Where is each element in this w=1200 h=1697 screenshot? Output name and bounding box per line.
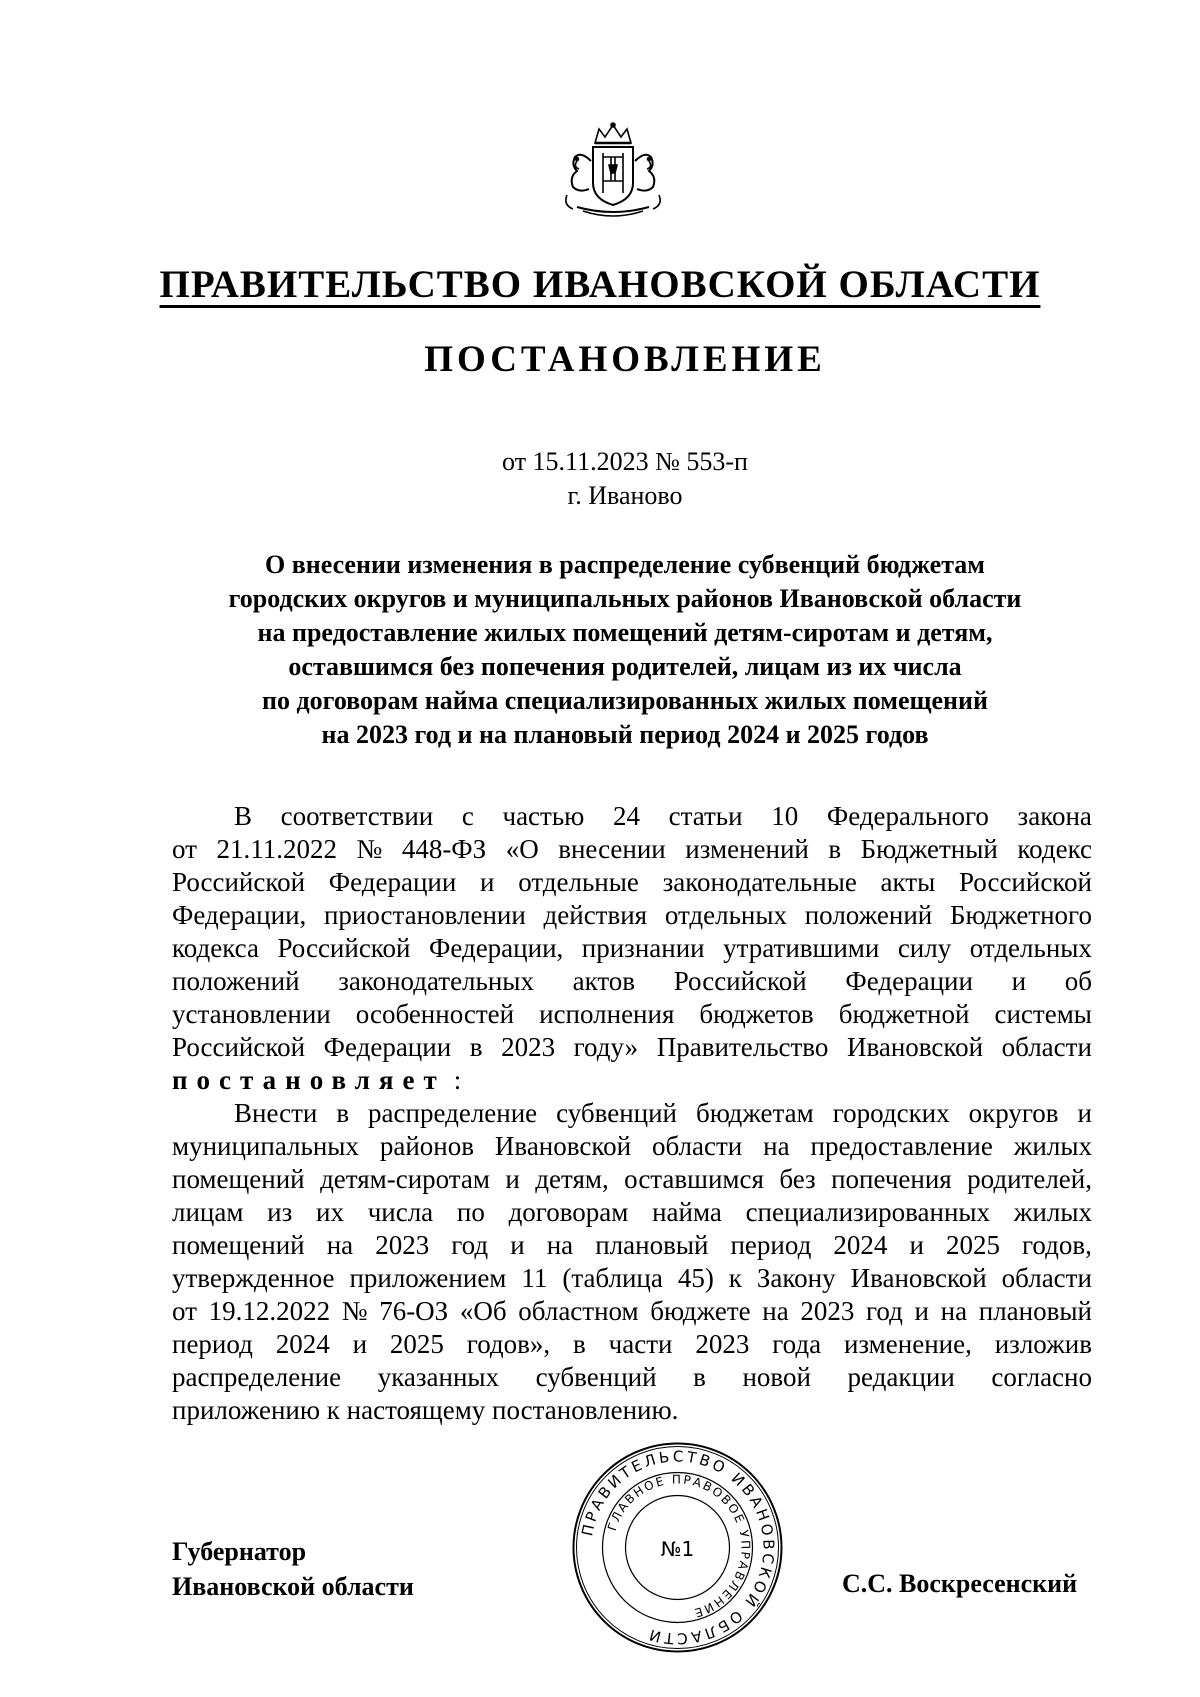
word: попечения [831, 1164, 952, 1194]
word: городских [832, 1098, 950, 1128]
word: частью [502, 801, 585, 831]
word: Ивановской [850, 1263, 987, 1293]
word: положений [804, 900, 933, 930]
word: положений [172, 966, 300, 996]
body-line [172, 1130, 1092, 1163]
word: Бюджетный [860, 834, 998, 864]
paragraph-preamble [172, 800, 1092, 1064]
word: Российской [277, 933, 411, 963]
word: признании [581, 933, 705, 963]
word: плановый [978, 1296, 1092, 1326]
word: области [1001, 1032, 1092, 1062]
decree-word: постановляет [172, 1065, 446, 1095]
word: бюджетов [699, 999, 814, 1029]
word: Федерального [826, 801, 989, 831]
word: «Об [459, 1296, 507, 1326]
word: приложением [349, 1263, 507, 1293]
body-line [172, 1196, 1092, 1229]
word: от [172, 1296, 197, 1326]
official-seal [570, 1440, 785, 1655]
word: округов [968, 1098, 1059, 1128]
subject-line: О внесении изменения в распределение субвенций бюджетам [264, 550, 986, 579]
word: 2025 [945, 1230, 1000, 1260]
word: на [762, 1296, 789, 1326]
word: года [772, 1329, 822, 1359]
word: № [356, 834, 383, 864]
seal-number: №1 [660, 1537, 695, 1561]
word: и [914, 1296, 929, 1326]
word: и [1011, 966, 1027, 996]
word: и [909, 1230, 924, 1260]
word: Федерации [845, 966, 973, 996]
word: на [940, 1296, 968, 1326]
word: помещений [172, 1230, 305, 1260]
word: Российской [172, 1032, 306, 1062]
body-line [172, 1229, 1092, 1262]
coat-of-arms-icon [553, 121, 673, 221]
word: Бюджетного [949, 900, 1092, 930]
word: установлении [172, 999, 331, 1029]
word: из [267, 1197, 293, 1227]
word: Правительство [656, 1032, 829, 1062]
word: законодательные [662, 867, 857, 897]
svg-text:ПРАВИТЕЛЬСТВО ИВАНОВСКОЙ ОБЛАС: ПРАВИТЕЛЬСТВО ИВАНОВСКОЙ ОБЛАСТИ [578, 1447, 778, 1648]
word: 2023 [501, 1032, 556, 1062]
word: помещений [172, 1164, 305, 1194]
body-last-line: приложению к настоящему постановлению. [172, 1395, 679, 1425]
city: г. Иваново [567, 481, 683, 510]
word: к [728, 1263, 742, 1293]
word: областном [518, 1296, 639, 1326]
word: жилых [1013, 1197, 1092, 1227]
word: период [730, 1230, 812, 1260]
word: родителей, [967, 1164, 1092, 1194]
position-line: Губернатор [172, 1537, 307, 1566]
word: бюджетной [838, 999, 970, 1029]
word: акты [880, 867, 936, 897]
word: распределение [368, 1098, 538, 1128]
word: год [451, 1230, 489, 1260]
word: отдельных [664, 900, 788, 930]
word: 21.11.2022 [216, 834, 337, 864]
word: части [608, 1329, 673, 1359]
word: законодательных [338, 966, 534, 996]
word: об [1064, 966, 1092, 996]
body-line [172, 1394, 1092, 1427]
word: период [172, 1329, 253, 1359]
word: силу [897, 933, 952, 963]
body-line [172, 1328, 1092, 1361]
word: и [510, 1230, 525, 1260]
word: жилых [1013, 1131, 1092, 1161]
word: Российской [673, 966, 807, 996]
word: бюджетам [695, 1098, 814, 1128]
body-line [172, 899, 1092, 932]
paragraph-decision [172, 1097, 1092, 1394]
body-line [172, 1097, 1092, 1130]
word: предоставление [810, 1131, 993, 1161]
word: статьи [668, 801, 743, 831]
word: Закону [756, 1263, 836, 1293]
word: договорам [508, 1197, 629, 1227]
body-line [172, 932, 1092, 965]
word: «О [505, 834, 539, 864]
word: лицам [172, 1197, 244, 1227]
word: годов, [1022, 1230, 1092, 1260]
signatory-name: С.С. Воскресенский [842, 1569, 1078, 1598]
subject-line: городских округов и муниципальных районов Ивановской области [228, 584, 1022, 613]
document-subject [150, 548, 1100, 752]
word: бюджете [650, 1296, 751, 1326]
word: новой [742, 1362, 811, 1392]
word: районов [379, 1131, 474, 1161]
word: 10 [771, 801, 799, 831]
word: Федерации [323, 1032, 452, 1062]
body-line [172, 800, 1092, 833]
word: Ивановской [846, 1032, 984, 1062]
word: 448-ФЗ [401, 834, 487, 864]
word: отдельные [518, 867, 639, 897]
word: в [573, 1329, 586, 1359]
word: редакции [847, 1362, 955, 1392]
word: соответствии [280, 801, 434, 831]
word: внесении [558, 834, 666, 864]
word: Российской [958, 867, 1092, 897]
word: на [763, 1131, 790, 1161]
word: от [172, 834, 197, 864]
government-title: ПРАВИТЕЛЬСТВО ИВАНОВСКОЙ ОБЛАСТИ [159, 263, 1041, 306]
word: распределение [172, 1362, 342, 1392]
decree-line [172, 1064, 1092, 1097]
word: 19.12.2022 [208, 1296, 331, 1326]
word: году» [573, 1032, 639, 1062]
word: 45) [677, 1263, 714, 1293]
word: закона [1017, 801, 1092, 831]
word: специализированных [745, 1197, 991, 1227]
word: изменение, [843, 1329, 972, 1359]
word: в [828, 834, 842, 864]
subject-line: оставшимся без попечения родителей, лицам из их числа [288, 652, 962, 681]
word: 11 [521, 1263, 548, 1293]
document-body [172, 800, 1092, 1427]
word: № [341, 1296, 368, 1326]
decree-suffix: : [453, 1065, 462, 1095]
word: в [469, 1032, 483, 1062]
word: Федерации, [429, 933, 564, 963]
word: муниципальных [172, 1131, 359, 1161]
word: на [326, 1230, 354, 1260]
word: плановый [595, 1230, 709, 1260]
signatory-position [172, 1534, 414, 1604]
word: области [1001, 1263, 1092, 1293]
word: Внести [234, 1098, 318, 1128]
word: 76-ОЗ [379, 1296, 449, 1326]
date-and-number: от 15.11.2023 № 553-п [502, 447, 748, 476]
word: системы [994, 999, 1092, 1029]
word: без [779, 1164, 816, 1194]
word: кодекс [1017, 834, 1092, 864]
word: согласно [991, 1362, 1092, 1392]
subject-line: по договорам найма специализированных жилых помещений [262, 686, 988, 715]
word: 2024 [275, 1329, 330, 1359]
word: 2023 [800, 1296, 855, 1326]
word: и [505, 1164, 520, 1194]
body-line [172, 1163, 1092, 1196]
word: детям-сиротам [320, 1164, 490, 1194]
word: утратившими [723, 933, 880, 963]
word: кодекса [172, 933, 259, 963]
word: 2025 [389, 1329, 444, 1359]
word: числа [367, 1197, 434, 1227]
word: Российской [172, 867, 306, 897]
word: приостановлении [323, 900, 526, 930]
word: области [651, 1131, 743, 1161]
word: по [456, 1197, 485, 1227]
body-line [172, 1031, 1092, 1064]
word: 2023 [375, 1230, 430, 1260]
word: оставшимся [624, 1164, 764, 1194]
word: и [480, 867, 495, 897]
word: особенностей [355, 999, 515, 1029]
word: годов», [466, 1329, 551, 1359]
body-line [172, 833, 1092, 866]
word: Ивановской [494, 1131, 632, 1161]
subject-line: на 2023 год и на плановый период 2024 и 2025 годов [321, 720, 929, 749]
word: 2023 [695, 1329, 750, 1359]
subject-line: на предоставление жилых помещений детям-сиротам и детям, [257, 618, 993, 647]
word: Федерации [328, 867, 457, 897]
body-line [172, 965, 1092, 998]
word: и [1077, 1098, 1092, 1128]
word: актов [572, 966, 636, 996]
svg-text:ГЛАВНОЕ ПРАВОВОЕ УПРАВЛЕНИЕ: ГЛАВНОЕ ПРАВОВОЕ УПРАВЛЕНИЕ [604, 1472, 753, 1621]
body-line [172, 1361, 1092, 1394]
word: в [693, 1362, 706, 1392]
word: 24 [612, 801, 640, 831]
word: исполнения [539, 999, 675, 1029]
word: год [866, 1296, 903, 1326]
word: субвенций [556, 1098, 678, 1128]
word: отдельных [969, 933, 1092, 963]
document-type: ПОСТАНОВЛЕНИЕ [424, 339, 826, 380]
word: и [352, 1329, 368, 1359]
word: 2024 [833, 1230, 888, 1260]
word: утвержденное [172, 1263, 335, 1293]
body-line [172, 1295, 1092, 1328]
word: изложив [994, 1329, 1092, 1359]
word: субвенций [535, 1362, 657, 1392]
word: их [316, 1197, 344, 1227]
word: найма [652, 1197, 722, 1227]
word: в [336, 1098, 350, 1128]
word: В [234, 801, 253, 831]
word: (таблица [562, 1263, 663, 1293]
word: указанных [377, 1362, 500, 1392]
word: изменений [685, 834, 809, 864]
word: действия [543, 900, 648, 930]
body-line [172, 1262, 1092, 1295]
word: детям, [535, 1164, 609, 1194]
body-line [172, 998, 1092, 1031]
word: Федерации, [172, 900, 307, 930]
word: на [546, 1230, 574, 1260]
position-line: Ивановской области [172, 1572, 414, 1601]
word: с [461, 801, 474, 831]
body-line [172, 866, 1092, 899]
